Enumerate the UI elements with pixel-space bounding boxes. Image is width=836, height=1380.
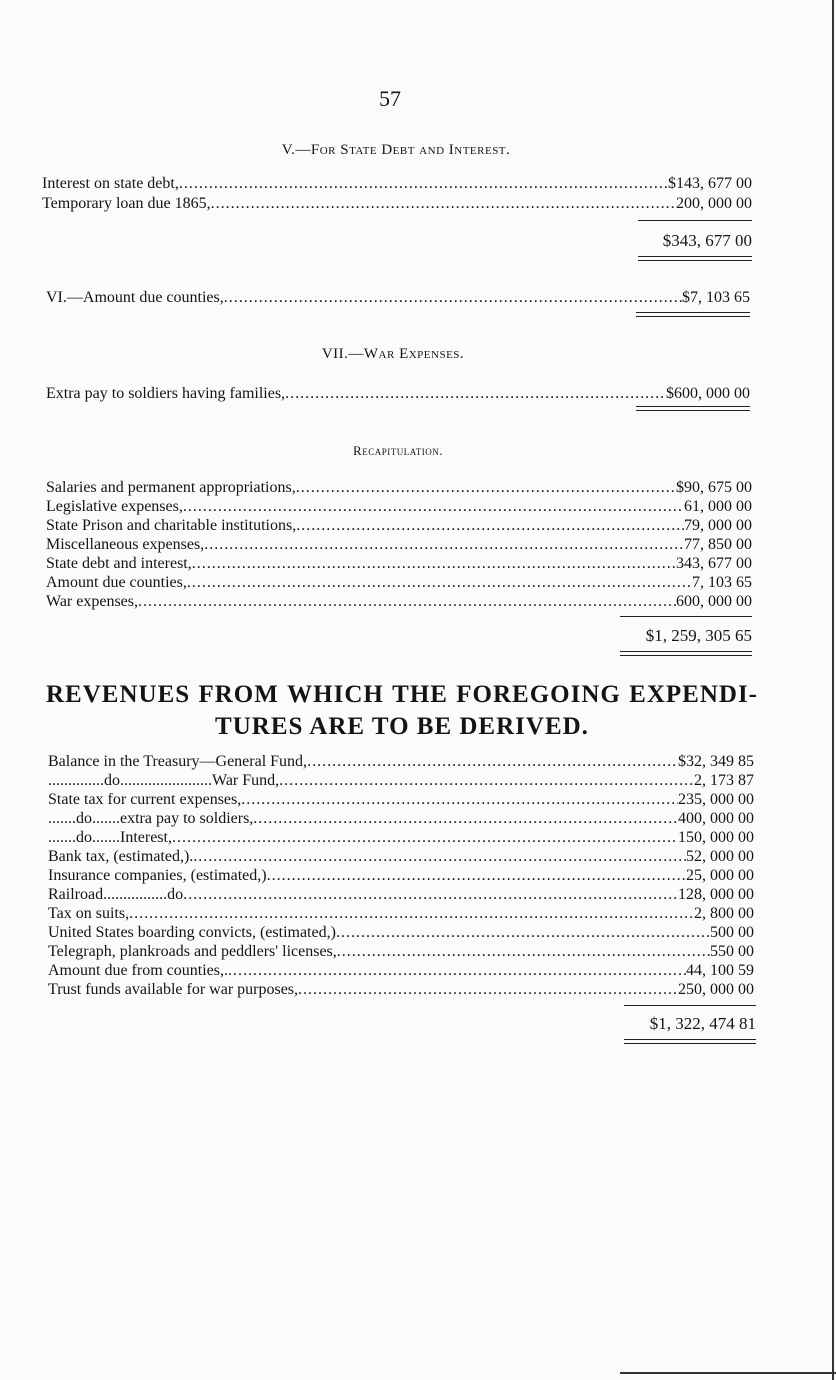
leader-dots: [187, 573, 692, 593]
leader-dots: [285, 384, 666, 404]
row-label: Salaries and permanent appropriations,: [46, 479, 296, 496]
revenue-row: [48, 809, 754, 829]
leader-dots: [279, 771, 694, 791]
total-rule: [636, 406, 750, 407]
section-vii-row: [46, 384, 750, 404]
subtotal-rule: [638, 220, 752, 221]
heading-word: EXPENDI-: [629, 681, 758, 708]
row-label: .......do.......extra pay to soldiers,: [48, 810, 254, 827]
section-vi-row: [46, 288, 750, 308]
row-amount: 500 00: [710, 924, 754, 941]
row-label: Miscellaneous expenses,: [46, 536, 205, 553]
total-rule: [638, 260, 752, 261]
leader-dots: [298, 980, 678, 1000]
leader-dots: [337, 942, 710, 962]
row-label: VI.—Amount due counties,: [46, 289, 224, 306]
row-amount: 150, 000 00: [678, 829, 754, 846]
row-label: Tax on suits,: [48, 905, 130, 922]
revenue-row: [48, 942, 754, 962]
row-label: ..............do.......................War Fund,: [48, 772, 280, 789]
row-amount: 44, 100 59: [686, 962, 754, 979]
leader-dots: [179, 174, 668, 194]
row-label: Insurance companies, (estimated,): [48, 867, 267, 884]
row-label: War expenses,: [46, 593, 139, 610]
row-amount: 400, 000 00: [678, 810, 754, 827]
revenues-total: $1, 322, 474 81: [649, 1014, 756, 1033]
revenues-heading: [46, 681, 758, 741]
leader-dots: [183, 497, 684, 517]
row-amount: 25, 000 00: [686, 867, 754, 884]
row-amount: 2, 173 87: [694, 772, 754, 789]
row-label: State debt and interest,: [46, 555, 192, 572]
row-amount: 128, 000 00: [678, 886, 754, 903]
row-label: Bank tax, (estimated,).: [48, 848, 194, 865]
heading-word: THE: [392, 681, 448, 708]
leader-dots: [204, 535, 684, 555]
section-v-row: [42, 194, 752, 214]
heading-word: FROM: [198, 681, 279, 708]
leader-dots: [296, 478, 676, 498]
revenues-heading-line1: [46, 681, 758, 709]
revenue-row: [48, 866, 754, 886]
row-amount: 79, 000 00: [684, 517, 752, 534]
row-label: Extra pay to soldiers having families,: [46, 385, 286, 402]
leader-dots: [129, 904, 694, 924]
row-label: Balance in the Treasury—General Fund,: [48, 753, 308, 770]
recap-row: [46, 573, 752, 593]
leader-dots: [296, 516, 684, 536]
revenue-row: [48, 904, 754, 924]
total-rule: [636, 316, 750, 317]
row-amount: $32, 349 85: [678, 753, 754, 770]
total-rule: [636, 410, 750, 411]
leader-dots: [267, 866, 686, 886]
row-label: Temporary loan due 1865,: [42, 195, 211, 212]
subtotal-rule: [624, 1005, 756, 1006]
row-label: .......do.......Interest,: [48, 829, 172, 846]
total-rule: [638, 256, 752, 257]
leader-dots: [192, 554, 676, 574]
revenue-row: [48, 847, 754, 867]
row-amount: 235, 000 00: [678, 791, 754, 808]
row-label: Railroad................do: [48, 886, 184, 903]
leader-dots: [228, 961, 686, 981]
leader-dots: [253, 809, 678, 829]
row-amount: 77, 850 00: [684, 536, 752, 553]
heading-word: REVENUES: [46, 681, 191, 708]
section-v-total: $343, 677 00: [662, 231, 752, 250]
page-edge-right: [832, 0, 834, 1380]
recap-row: [46, 497, 752, 517]
row-amount: 550 00: [710, 943, 754, 960]
row-amount: 600, 000 00: [676, 593, 752, 610]
total-rule: [620, 655, 752, 656]
revenues-heading-line2: TURES ARE TO BE DERIVED.: [215, 713, 589, 740]
subtotal-rule: [620, 616, 752, 617]
row-amount: $90, 675 00: [676, 479, 752, 496]
row-label: State Prison and charitable institutions,: [46, 517, 297, 534]
total-rule: [624, 1043, 756, 1044]
row-label: Amount due counties,: [46, 574, 187, 591]
page-number: 57: [379, 86, 401, 111]
section-v-heading: V.—For State Debt and Interest.: [281, 142, 511, 158]
leader-dots: [138, 592, 676, 612]
heading-word: FOREGOING: [456, 681, 621, 708]
row-label: Interest on state debt,: [42, 175, 179, 192]
row-amount: $7, 103 65: [682, 289, 750, 306]
leader-dots: [241, 790, 678, 810]
row-amount: 200, 000 00: [676, 195, 752, 212]
page-edge-bottom: [620, 1372, 836, 1374]
revenue-row: [48, 923, 754, 943]
section-vii-heading: VII.—War Expenses.: [321, 346, 465, 362]
row-label: Trust funds available for war purposes,: [48, 981, 299, 998]
leader-dots: [307, 752, 678, 772]
row-label: State tax for current expenses,: [48, 791, 242, 808]
row-amount: 7, 103 65: [692, 574, 752, 591]
leader-dots: [172, 828, 678, 848]
revenue-row: [48, 885, 754, 905]
row-amount: 2, 800 00: [694, 905, 754, 922]
leader-dots: [336, 923, 710, 943]
row-amount: $143, 677 00: [668, 175, 752, 192]
row-label: Amount due from counties,.: [48, 962, 228, 979]
row-amount: 250, 000 00: [678, 981, 754, 998]
leader-dots: [193, 847, 686, 867]
recap-row: [46, 592, 752, 612]
row-amount: 343, 677 00: [676, 555, 752, 572]
row-label: Telegraph, plankroads and peddlers' licenses,: [48, 943, 337, 960]
recapitulation-heading: Recapitulation.: [353, 443, 443, 458]
row-amount: 52, 000 00: [686, 848, 754, 865]
row-amount: $600, 000 00: [666, 385, 750, 402]
recap-row: [46, 516, 752, 536]
leader-dots: [211, 194, 676, 214]
revenue-row: [48, 790, 754, 810]
recapitulation-total: $1, 259, 305 65: [645, 626, 752, 645]
leader-dots: [183, 885, 678, 905]
row-label: Legislative expenses,: [46, 498, 183, 515]
recap-row: [46, 535, 752, 555]
recap-row: [46, 554, 752, 574]
revenue-row: [48, 980, 754, 1000]
total-rule: [624, 1039, 756, 1040]
revenue-row: [48, 752, 754, 772]
total-rule: [620, 651, 752, 652]
section-v-row: [42, 174, 752, 194]
revenue-row: [48, 828, 754, 848]
recap-row: [46, 478, 752, 498]
leader-dots: [224, 288, 682, 308]
row-label: United States boarding convicts, (estimated,): [48, 924, 336, 941]
revenue-row: [48, 771, 754, 791]
revenue-row: [48, 961, 754, 981]
row-amount: 61, 000 00: [684, 498, 752, 515]
total-rule: [636, 312, 750, 313]
heading-word: WHICH: [287, 681, 384, 708]
